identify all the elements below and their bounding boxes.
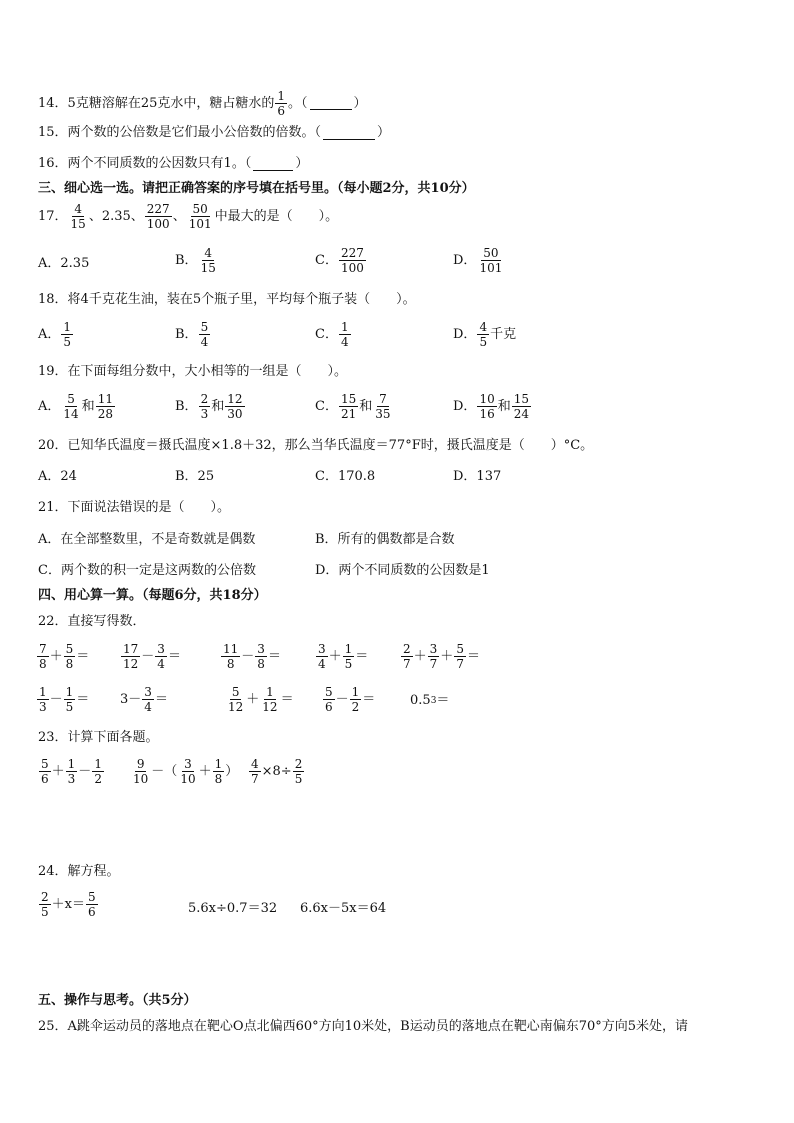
option-c[interactable]: C．170.8 — [315, 469, 376, 484]
option-b[interactable]: B．所有的偶数都是合数 — [315, 532, 455, 547]
question-20: 20．已知华氏温度＝摄氏温度×1.8＋32，那么当华氏温度＝77°F时，摄氏温度是（ ）°C。 — [38, 438, 594, 453]
option-d[interactable]: D． $\frac{10}{16}$ 和 $\frac{15}{24}$ — [453, 392, 530, 421]
answer-blank[interactable] — [310, 97, 352, 110]
section-3-heading: 三、细心选一选。请把正确答案的序号填在括号里。（每小题2分，共10分） — [38, 181, 475, 196]
option-c[interactable]: C． $\frac{15}{21}$ 和 $\frac{7}{35}$ — [315, 392, 391, 421]
option-d[interactable]: D．137 — [453, 469, 502, 484]
q14-fraction: $\frac{1}{6}$ — [277, 89, 285, 118]
question-19: 19．在下面每组分数中，大小相等的一组是（ ）。 — [38, 364, 348, 379]
option-c[interactable]: C．两个数的积一定是这两数的公倍数 — [38, 563, 256, 578]
calc-item: $\frac{2}{7}$ ＋ $\frac{3}{7}$ ＋ $\frac{5}{7}$ ＝ — [403, 642, 480, 671]
equation-item: 5.6x÷0.7＝32 — [188, 901, 278, 916]
calc-item: $\frac{5}{6}$ ＋ $\frac{1}{3}$ － $\frac{1}{2}$ — [41, 757, 102, 786]
answer-blank[interactable] — [323, 127, 375, 140]
question-21: 21．下面说法错误的是（ ）。 — [38, 500, 231, 515]
section-5-heading: 五、操作与思考。（共5分） — [38, 993, 197, 1008]
question-16: 16．两个不同质数的公因数只有1。（ ） — [38, 156, 309, 171]
equation-item: 6.6x－5x＝64 — [300, 901, 387, 916]
option-a[interactable]: A．在全部整数里，不是奇数就是偶数 — [38, 532, 256, 547]
option-b[interactable]: B． $\frac{5}{4}$ — [175, 320, 209, 349]
option-d[interactable]: D．两个不同质数的公因数是1 — [315, 563, 490, 578]
option-b[interactable]: B． $\frac{4}{15}$ — [175, 246, 216, 275]
option-b[interactable]: B． $\frac{2}{3}$ 和 $\frac{12}{30}$ — [175, 392, 243, 421]
option-c[interactable]: C． $\frac{1}{4}$ — [315, 320, 349, 349]
option-a[interactable]: A． $\frac{5}{14}$ 和 $\frac{11}{28}$ — [38, 392, 113, 421]
option-b[interactable]: B．25 — [175, 469, 215, 484]
calc-item: 3 － $\frac{3}{4}$ ＝ — [120, 685, 168, 714]
calc-item: $\frac{11}{8}$ － $\frac{3}{8}$ ＝ — [223, 642, 281, 671]
option-c[interactable]: C． $\frac{227}{100}$ — [315, 246, 364, 275]
option-a[interactable]: A．24 — [38, 469, 77, 484]
question-15: 15．两个数的公倍数是它们最小公倍数的倍数。（ ） — [38, 125, 391, 140]
calc-item: $\frac{5}{12}$ ＋ $\frac{1}{12}$ ＝ — [228, 685, 294, 714]
q14-text: 14．5克糖溶解在25克水中，糖占糖水的 — [38, 95, 275, 111]
option-d[interactable]: D． $\frac{4}{5}$ 千克 — [453, 320, 517, 349]
question-17: 17． $\frac{4}{15}$ 、2.35、 $\frac{227}{100}$ 、 $\frac{50}{101}$ 中最大的是（ ）。 — [38, 202, 339, 231]
answer-blank[interactable] — [253, 158, 293, 171]
calc-item: $\frac{7}{8}$ ＋ $\frac{5}{8}$ ＝ — [39, 642, 90, 671]
question-18: 18．将4千克花生油，装在5个瓶子里，平均每个瓶子装（ ）。 — [38, 292, 416, 307]
section-4-heading: 四、用心算一算。（每题6分，共18分） — [38, 588, 267, 603]
option-d[interactable]: D． $\frac{50}{101}$ — [453, 246, 503, 275]
question-22: 22．直接写得数． — [38, 614, 146, 629]
calc-item: $\frac{9}{10}$ － （ $\frac{3}{10}$ ＋ $\frac{1}{8}$ ） — [133, 757, 239, 786]
equation-item: $\frac{2}{5}$ ＋x＝ $\frac{5}{6}$ — [41, 890, 96, 919]
calc-item: $\frac{3}{4}$ ＋ $\frac{1}{5}$ ＝ — [318, 642, 369, 671]
option-a[interactable]: A． $\frac{1}{5}$ — [38, 320, 72, 349]
question-23: 23．计算下面各题。 — [38, 730, 159, 745]
calc-item: $\frac{17}{12}$ － $\frac{3}{4}$ ＝ — [123, 642, 181, 671]
calc-item: $\frac{4}{7}$ ×8÷ $\frac{2}{5}$ — [251, 757, 303, 786]
question-14: 14．5克糖溶解在25克水中，糖占糖水的 $\frac{1}{6}$ 。（ ） — [38, 89, 367, 118]
calc-item: $\frac{1}{3}$ － $\frac{1}{5}$ ＝ — [39, 685, 90, 714]
calc-item: $\frac{5}{6}$ － $\frac{1}{2}$ ＝ — [325, 685, 376, 714]
question-24: 24．解方程。 — [38, 864, 120, 879]
question-25: 25．A跳伞运动员的落地点在靶心O点北偏西60°方向10米处，B运动员的落地点在靶心南偏东70°方向5米处，请 — [38, 1019, 689, 1034]
calc-item: 0.5 3 ＝ — [410, 693, 450, 708]
option-a[interactable]: A．2.35 — [38, 256, 90, 271]
